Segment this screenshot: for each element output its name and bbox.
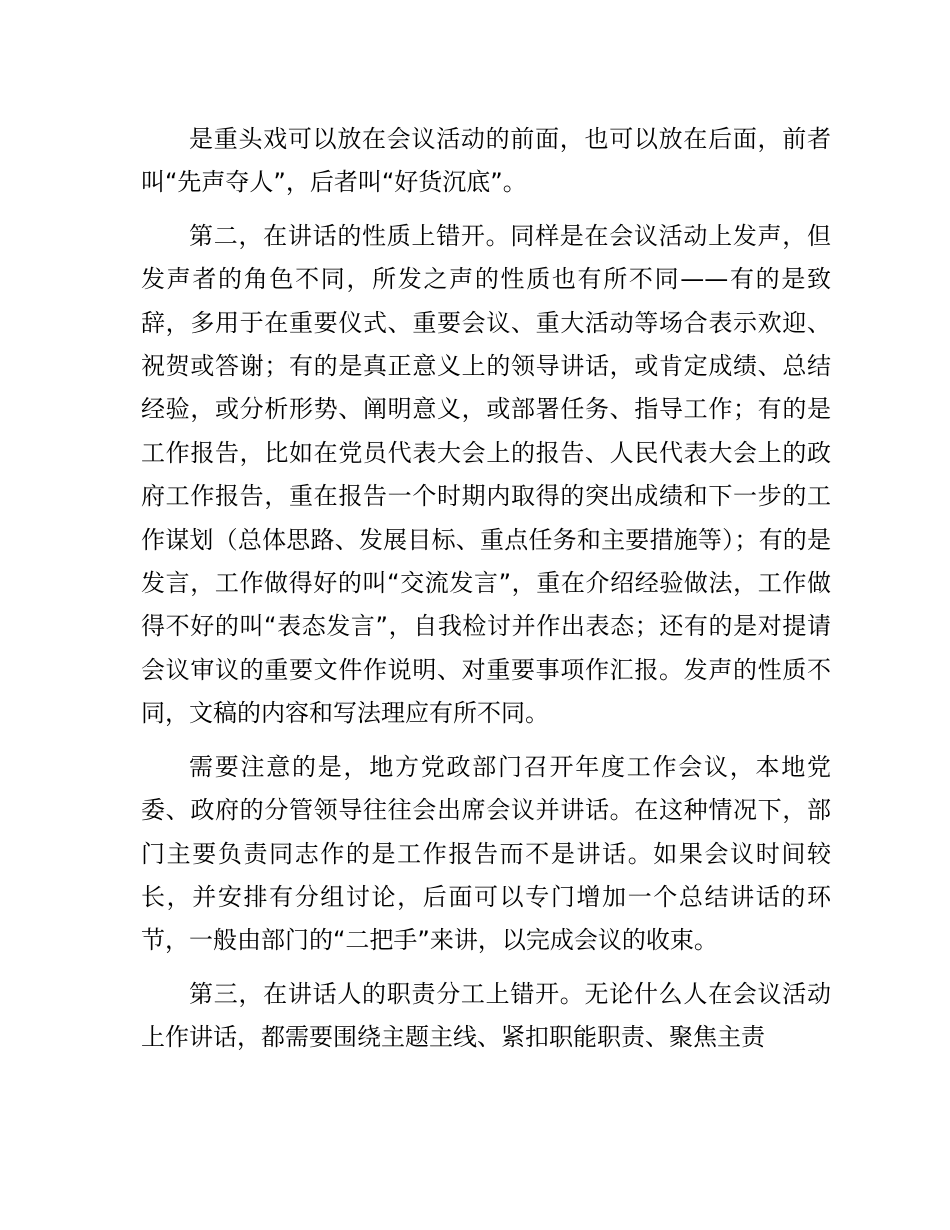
paragraph-second-point: 第二，在讲话的性质上错开。同样是在会议活动上发声，但发声者的角色不同，所发之声的性质也有所不同——有的是致辞，多用于在重要仪式、重要会议、重大活动等场合表示欢迎、祝贺或答谢；有的是真正意义上的领导讲话，或肯定成绩、总结经验，或分析形势、阐明意义，或部署任务、指导工作；有的是工作报告，比如在党员代表大会上的报告、人民代表大会上的政府工作报告，重在报告一个时期内取得的突出成绩和下一步的工作谋划（总体思路、发展目标、重点任务和主要措施等）；有的是发言，工作做得好的叫“交流发言”，重在介绍经验做法，工作做得不好的叫“表态发言”，自我检讨并作出表态；还有的是对提请会议审议的重要文件作说明、对重要事项作汇报。发声的性质不同，文稿的内容和写法理应有所不同。 <box>141 221 831 728</box>
paragraph-continued: 是重头戏可以放在会议活动的前面，也可以放在后面，前者叫“先声夺人”，后者叫“好货沉底”。 <box>141 125 831 197</box>
document-body <box>141 118 831 1070</box>
paragraph-third-point: 第三，在讲话人的职责分工上错开。无论什么人在会议活动上作讲话，都需要围绕主题主线、紧扣职能职责、聚焦主责 <box>141 979 831 1052</box>
paragraph-note: 需要注意的是，地方党政部门召开年度工作会议，本地党委、政府的分管领导往往会出席会议并讲话。在这种情况下，部门主要负责同志作的是工作报告而不是讲话。如果会议时间较长，并安排有分组讨论，后面可以专门增加一个总结讲话的环节，一般由部门的“二把手”来讲，以完成会议的收束。 <box>141 752 831 955</box>
